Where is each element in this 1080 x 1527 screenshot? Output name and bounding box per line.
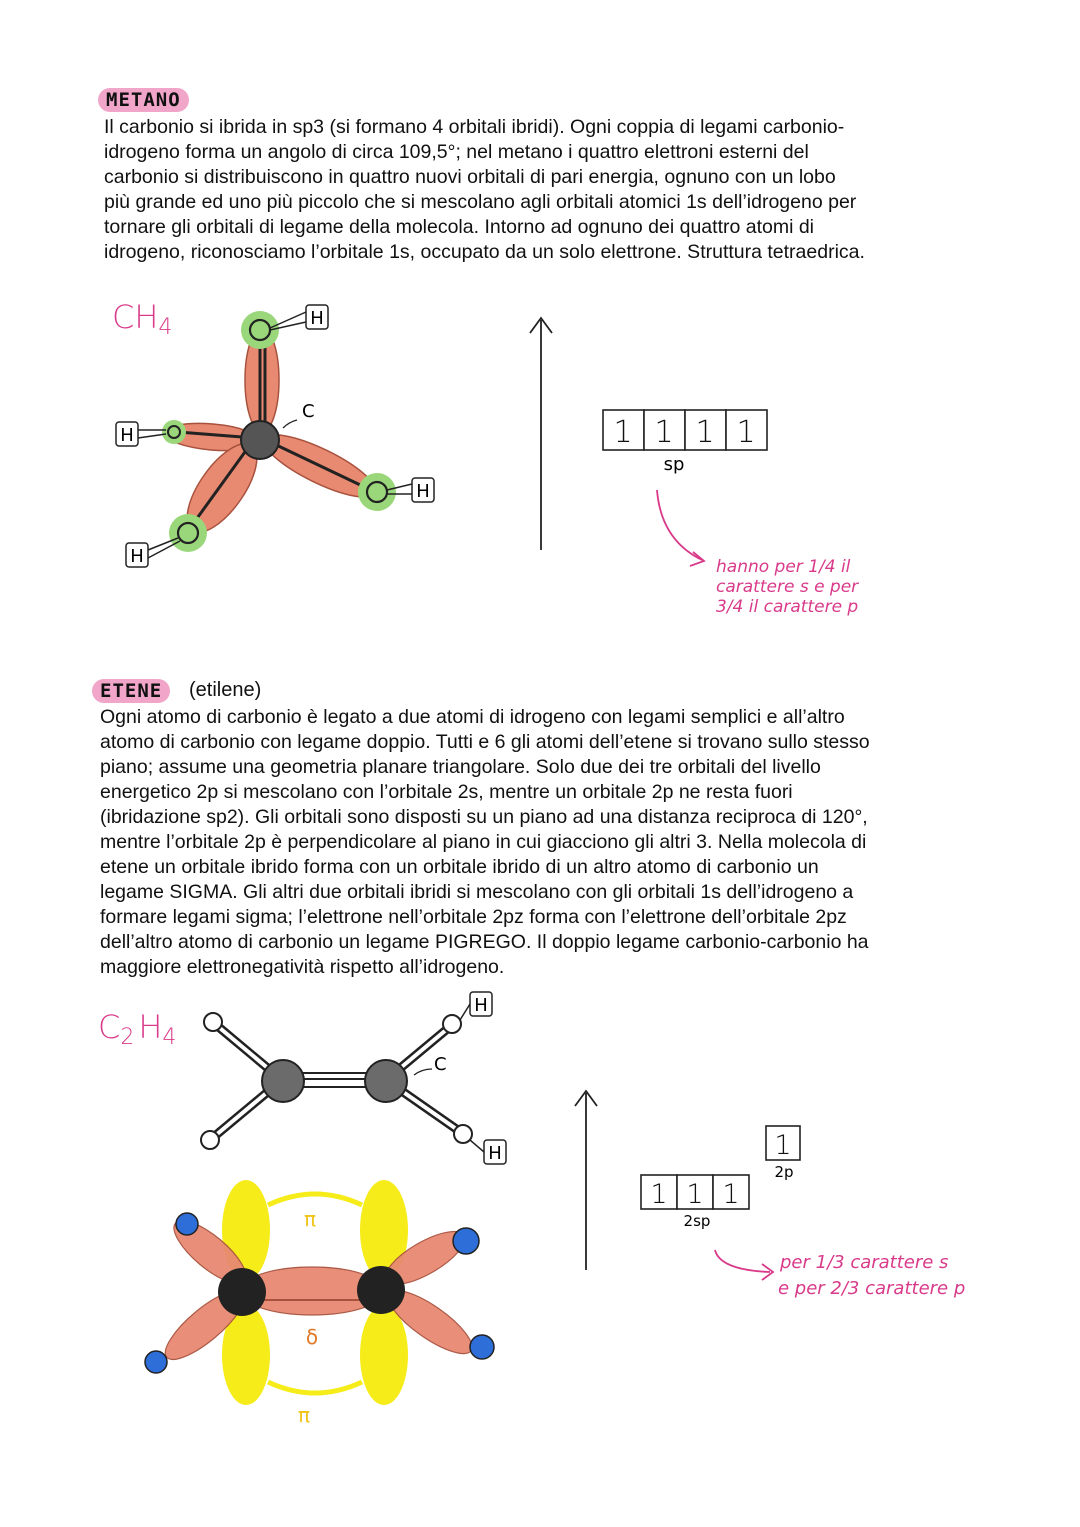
- svg-text:1: 1: [722, 1179, 740, 1210]
- svg-text:hanno per 1/4 il: hanno per 1/4 il: [716, 557, 851, 577]
- svg-text:H: H: [130, 546, 144, 567]
- svg-text:carattere s e per: carattere s e per: [716, 577, 859, 597]
- energy-arrow-etene: [575, 1091, 597, 1270]
- etene-line: formare legami sigma; l’elettrone nell’orbitale 2pz forma con l’elettrone dell’orbitale 2pz: [100, 906, 847, 928]
- metano-line: carbonio si distribuiscono in quattro nuovi orbitali di pari energia, ognuno con un lobo: [104, 166, 836, 188]
- etene-line: legame SIGMA. Gli altri due orbitali ibridi si mescolano con gli orbitali 1s dell’idrogeno a: [100, 881, 854, 903]
- etene-line: mentre l’orbitale 2p è perpendicolare al piano in cui giacciono gli altri 3. Nella molecola di: [100, 831, 867, 853]
- svg-text:1: 1: [736, 415, 756, 450]
- etene-note: [778, 1252, 965, 1299]
- svg-text:H: H: [474, 995, 488, 1016]
- etene-title: ETENE: [92, 679, 170, 703]
- svg-text:δ: δ: [305, 1325, 319, 1349]
- svg-text:per 1/3 carattere s: per 1/3 carattere s: [780, 1252, 949, 1273]
- etene-line: etene un orbitale ibrido forma con un orbitale ibrido di un altro atomo di carbonio un: [100, 856, 819, 878]
- orbital-model: [145, 1180, 494, 1405]
- svg-text:3/4 il carattere p: 3/4 il carattere p: [716, 597, 859, 617]
- ball-stick-model: [201, 1013, 472, 1149]
- metano-line: Il carbonio si ibrida in sp3 (si formano 4 orbitali ibridi). Ogni coppia di legami carbonio-: [104, 116, 845, 138]
- etene-line: piano; assume una geometria planare triangolare. Solo due dei tre orbitali del livello: [100, 756, 821, 778]
- etene-line: maggiore elettronegatività rispetto all’idrogeno.: [100, 956, 505, 978]
- svg-text:C: C: [434, 1054, 447, 1075]
- methane-formula: CH4: [112, 298, 173, 340]
- svg-text:H: H: [488, 1143, 502, 1164]
- svg-text:1: 1: [695, 415, 715, 450]
- svg-text:e per 2/3 carattere p: e per 2/3 carattere p: [778, 1278, 966, 1299]
- svg-text:1: 1: [774, 1130, 792, 1161]
- metano-title: METANO: [98, 88, 189, 112]
- svg-text:1: 1: [686, 1179, 704, 1210]
- sp2-label: 2sp: [683, 1212, 711, 1230]
- svg-text:1: 1: [650, 1179, 668, 1210]
- etene-line: atomo di carbonio con legame doppio. Tutti e 6 gli atomi dell’etene si trovano sullo stesso: [100, 731, 870, 753]
- metano-line: idrogeno, riconosciamo l’orbitale 1s, occupato da un solo elettrone. Struttura tetraedrica.: [104, 241, 865, 263]
- etene-line: Ogni atomo di carbonio è legato a due atomi di idrogeno con legami semplici e all’altro: [100, 706, 845, 728]
- metano-line: tornare gli orbitali di legame della molecola. Intorno ad ognuno dei quattro atomi di: [104, 216, 815, 238]
- metano-line: idrogeno forma un angolo di circa 109,5°; nel metano i quattro elettroni esterni del: [104, 141, 809, 163]
- svg-text:π: π: [297, 1403, 311, 1427]
- etene-subtitle: (etilene): [189, 679, 262, 701]
- ethene-formula: C2 H4: [98, 1008, 177, 1050]
- svg-text:H: H: [310, 308, 324, 329]
- svg-text:1: 1: [613, 415, 633, 450]
- svg-text:H: H: [416, 481, 430, 502]
- 2p-label: 2p: [774, 1163, 794, 1181]
- svg-text:1: 1: [654, 415, 674, 450]
- carbon-label: C: [302, 401, 315, 422]
- etene-line: dell’altro atomo di carbonio un legame PIGREGO. Il doppio legame carbonio-carbonio ha: [100, 931, 869, 953]
- etene-line: energetico 2p si mescolano con l’orbitale 2s, mentre un orbitale 2p ne resta fuori: [100, 781, 793, 803]
- etene-line: (ibridazione sp2). Gli orbitali sono disposti su un piano ad una distanza reciproca di 120°,: [100, 806, 868, 828]
- svg-text:π: π: [303, 1207, 317, 1231]
- metano-line: più grande ed uno più piccolo che si mescolano agli orbitali atomici 1s dell’idrogeno per: [104, 191, 857, 213]
- sp-label: sp: [663, 454, 685, 475]
- svg-text:H: H: [120, 425, 134, 446]
